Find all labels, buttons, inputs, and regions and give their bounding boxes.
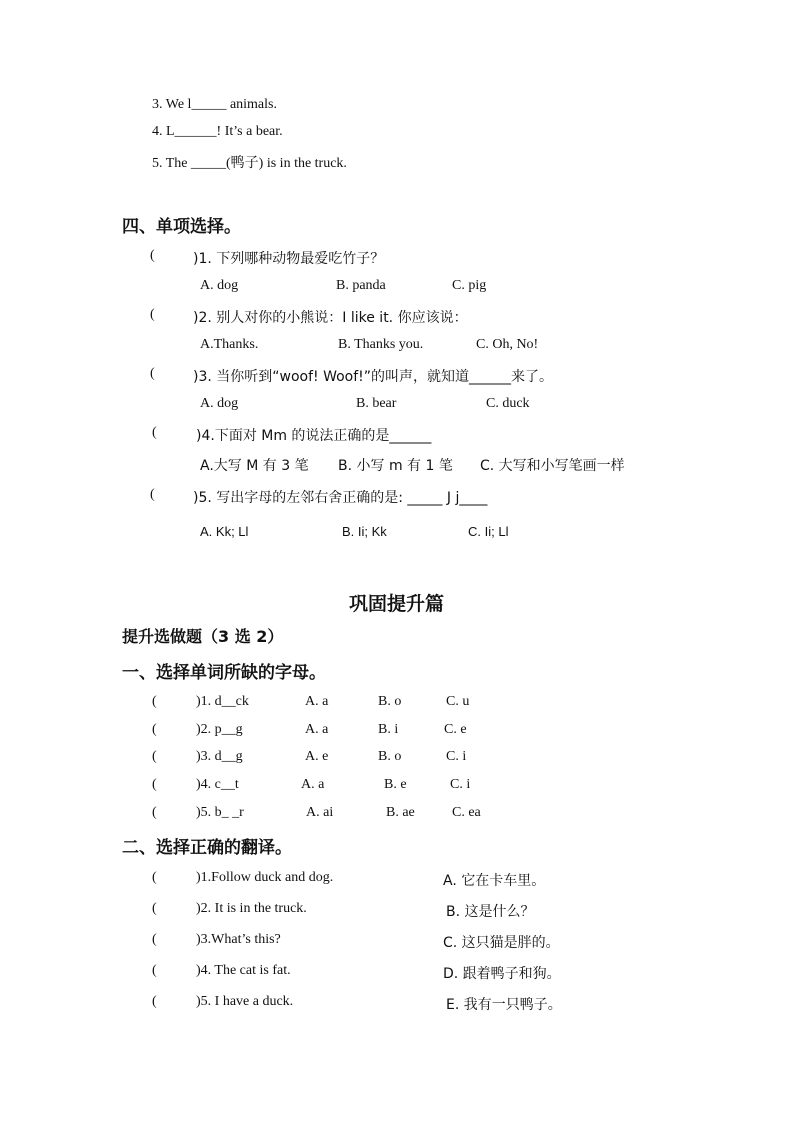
p1-q3-paren: (	[152, 749, 157, 764]
s4-q1-paren: (	[150, 248, 155, 263]
p1-q5-paren: (	[152, 805, 157, 820]
p1-q4-option-b: B. e	[384, 777, 407, 792]
s4-q2-option-c: C. Oh, No!	[476, 337, 539, 352]
p2-q3-paren: (	[152, 932, 157, 947]
p1-q5-option-b: B. ae	[386, 805, 415, 820]
consolidation-subtitle: 提升选做题（3 选 2）	[122, 627, 284, 646]
s4-q5-option-a: A. Kk; Ll	[200, 524, 249, 539]
s4-q3-paren: (	[150, 366, 155, 381]
p1-q3-option-b: B. o	[378, 749, 402, 764]
p1-q1-stem: )1. d__ck	[196, 694, 249, 709]
p1-q3-stem: )3. d__g	[196, 749, 243, 764]
s4-q1-option-a: A. dog	[200, 278, 239, 293]
p1-q1-option-a: A. a	[305, 694, 329, 709]
s4-q3-stem: )3. 当你听到“woof! Woof!”的叫声，就知道______来了。	[193, 369, 554, 385]
part1-heading: 一、选择单词所缺的字母。	[122, 663, 326, 683]
p1-q2-option-a: A. a	[305, 722, 329, 737]
fill-item-3: 3. We l_____ animals.	[152, 97, 277, 112]
s4-q4-paren: (	[152, 425, 157, 440]
p1-q3-option-a: A. e	[305, 749, 329, 764]
p1-q2-option-b: B. i	[378, 722, 399, 737]
p1-q2-paren: (	[152, 722, 157, 737]
p2-option-a: A. 它在卡车里。	[443, 873, 546, 889]
s4-q5-stem: )5. 写出字母的左邻右舍正确的是: _____ J j____	[193, 490, 488, 506]
p2-option-b: B. 这是什么？	[446, 904, 535, 920]
s4-q3-option-c: C. duck	[486, 396, 530, 411]
s4-q4-option-b: B. 小写 m 有 1 笔	[338, 458, 453, 474]
p2-q4-stem: )4. The cat is fat.	[196, 963, 291, 978]
s4-q2-option-b: B. Thanks you.	[338, 337, 424, 352]
p1-q4-option-a: A. a	[301, 777, 325, 792]
p2-option-e: E. 我有一只鸭子。	[446, 997, 562, 1013]
s4-q1-stem: )1. 下列哪种动物最爱吃竹子？	[193, 251, 385, 267]
p1-q3-option-c: C. i	[446, 749, 467, 764]
s4-q2-paren: (	[150, 307, 155, 322]
p1-q5-stem: )5. b_ _r	[196, 805, 244, 820]
s4-q4-option-c: C. 大写和小写笔画一样	[480, 458, 625, 474]
s4-q2-option-a: A.Thanks.	[200, 337, 259, 352]
s4-q5-paren: (	[150, 487, 155, 502]
s4-q1-option-b: B. panda	[336, 278, 386, 293]
s4-q4-stem: )4.下面对 Mm 的说法正确的是______	[196, 428, 432, 444]
p1-q5-option-a: A. ai	[306, 805, 334, 820]
p2-option-d: D. 跟着鸭子和狗。	[443, 966, 561, 982]
s4-q5-option-b: B. Ii; Kk	[342, 524, 387, 539]
p1-q2-option-c: C. e	[444, 722, 467, 737]
s4-q5-option-c: C. Ii; Ll	[468, 524, 509, 539]
consolidation-title: 巩固提升篇	[348, 593, 444, 615]
p1-q1-option-c: C. u	[446, 694, 470, 709]
p1-q4-stem: )4. c__t	[196, 777, 239, 792]
p1-q4-option-c: C. i	[450, 777, 471, 792]
p1-q1-option-b: B. o	[378, 694, 402, 709]
p1-q4-paren: (	[152, 777, 157, 792]
p1-q1-paren: (	[152, 694, 157, 709]
s4-q3-option-a: A. dog	[200, 396, 239, 411]
s4-q1-option-c: C. pig	[452, 278, 487, 293]
s4-q3-option-b: B. bear	[356, 396, 397, 411]
p2-q1-stem: )1.Follow duck and dog.	[196, 870, 334, 885]
p2-q2-stem: )2. It is in the truck.	[196, 901, 307, 916]
p2-q2-paren: (	[152, 901, 157, 916]
p1-q5-option-c: C. ea	[452, 805, 481, 820]
p2-q4-paren: (	[152, 963, 157, 978]
p2-q5-stem: )5. I have a duck.	[196, 994, 294, 1009]
p2-option-c: C. 这只猫是胖的。	[443, 935, 560, 951]
s4-q2-stem: )2. 别人对你的小熊说：I like it. 你应该说：	[193, 310, 468, 326]
fill-item-4: 4. L______! It’s a bear.	[152, 124, 283, 139]
p2-q1-paren: (	[152, 870, 157, 885]
fill-item-5: 5. The _____(鸭子) is in the truck.	[152, 156, 347, 171]
section4-heading: 四、单项选择。	[122, 217, 241, 237]
p2-q5-paren: (	[152, 994, 157, 1009]
p2-q3-stem: )3.What’s this?	[196, 932, 281, 947]
part2-heading: 二、选择正确的翻译。	[122, 838, 292, 858]
s4-q4-option-a: A.大写 M 有 3 笔	[200, 458, 309, 474]
p1-q2-stem: )2. p__g	[196, 722, 243, 737]
